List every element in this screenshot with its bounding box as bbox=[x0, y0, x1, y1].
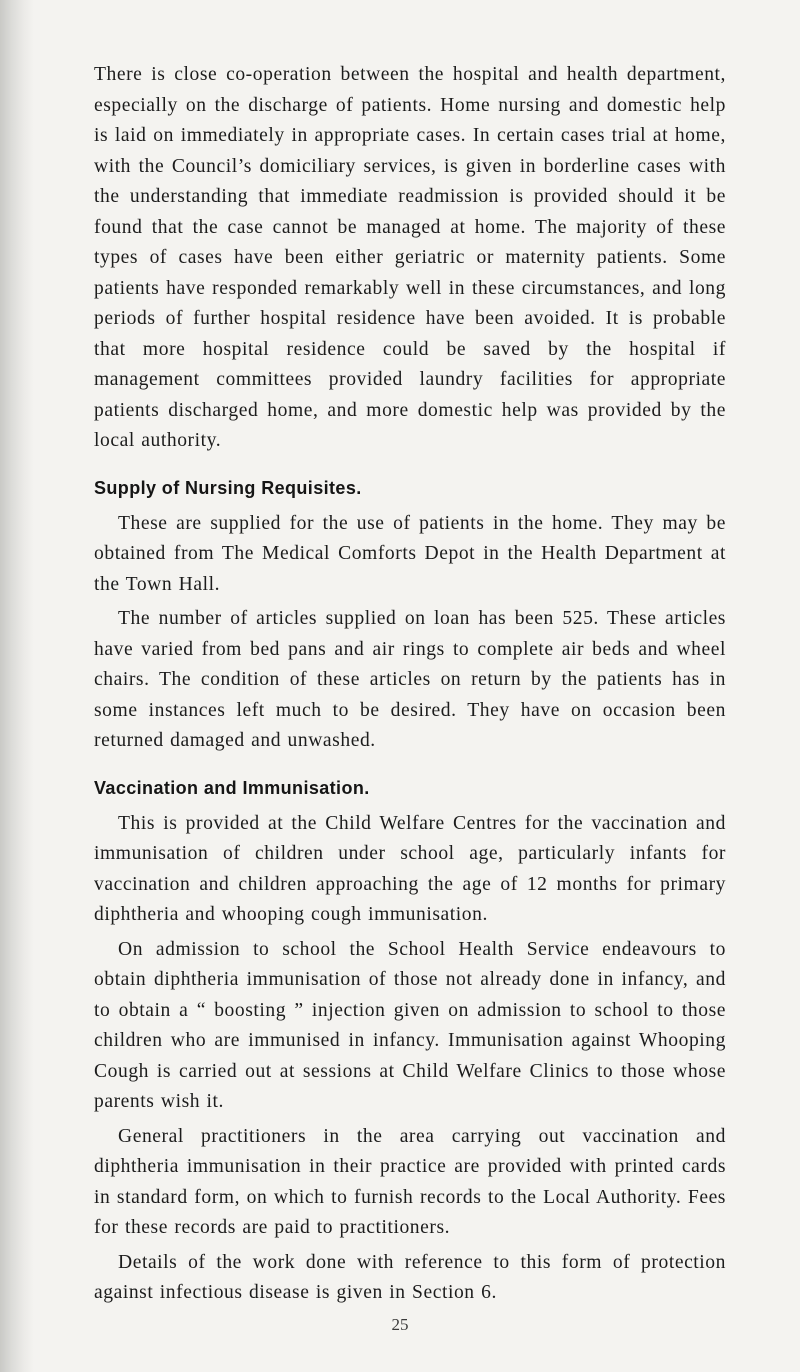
paragraph-vaccination-centres: This is provided at the Child Welfare Centres for the vaccination and immunisation of children under school age, particularly infants for vaccination and children approaching the age of 12 months for primary diphtheria and whooping cough immunisation. bbox=[94, 812, 726, 925]
paragraph-hospital-cooperation: There is close co-operation between the hospital and health department, especially on the discharge of patients. Home nursing and domestic help is laid on immediately in appropriate cases. In certain cases trial at home, with the Council’s domiciliary services, is given in borderline cases with the understanding that immediate readmission is provided should it be found that the case cannot be managed at home. The majority of these types of cases have been either geriatric or maternity patients. Some patients have responded remarkably well in these circumstances, and long periods of further hospital residence have been avoided. It is probable that more hospital residence could be saved by the hospital if management committees provided laundry facilities for appropriate patients discharged home, and more domestic help was provided by the local authority. bbox=[94, 64, 726, 451]
paragraph-school-health: On admission to school the School Health Service endeavours to obtain diphtheria immunisation of those not already done in infancy, and to obtain a “ boosting ” injection given on admission to school to those children who are immunised in infancy. Immunisation against Whooping Cough is carried out at sessions at Child Welfare Clinics to those whose parents wish it. bbox=[94, 938, 726, 1112]
heading-nursing-requisites: Supply of Nursing Requisites. bbox=[94, 477, 362, 498]
paragraph-nursing-articles: The number of articles supplied on loan has been 525. These articles have varied from bed pans and air rings to complete air beds and wheel chairs. The condition of these articles on return by the patients has in some instances left much to be desired. They have on occasion been returned damaged and unwashed. bbox=[94, 608, 726, 751]
paragraph-general-practitioners: General practitioners in the area carrying out vaccination and diphtheria immunisation in their practice are provided with printed cards in standard form, on which to furnish records to the Local Authority. Fees for these records are paid to practitioners. bbox=[94, 1125, 726, 1238]
binding-shadow bbox=[0, 0, 34, 1372]
paragraph-nursing-supply: These are supplied for the use of patients in the home. They may be obtained from The Medical Comforts Depot in the Health Department at the Town Hall. bbox=[94, 512, 726, 595]
page-number: 25 bbox=[391, 1315, 409, 1334]
heading-vaccination: Vaccination and Immunisation. bbox=[94, 777, 370, 798]
document-page bbox=[94, 60, 726, 1309]
paragraph-details-section: Details of the work done with reference to this form of protection against infectious disease is given in Section 6. bbox=[94, 1251, 726, 1303]
